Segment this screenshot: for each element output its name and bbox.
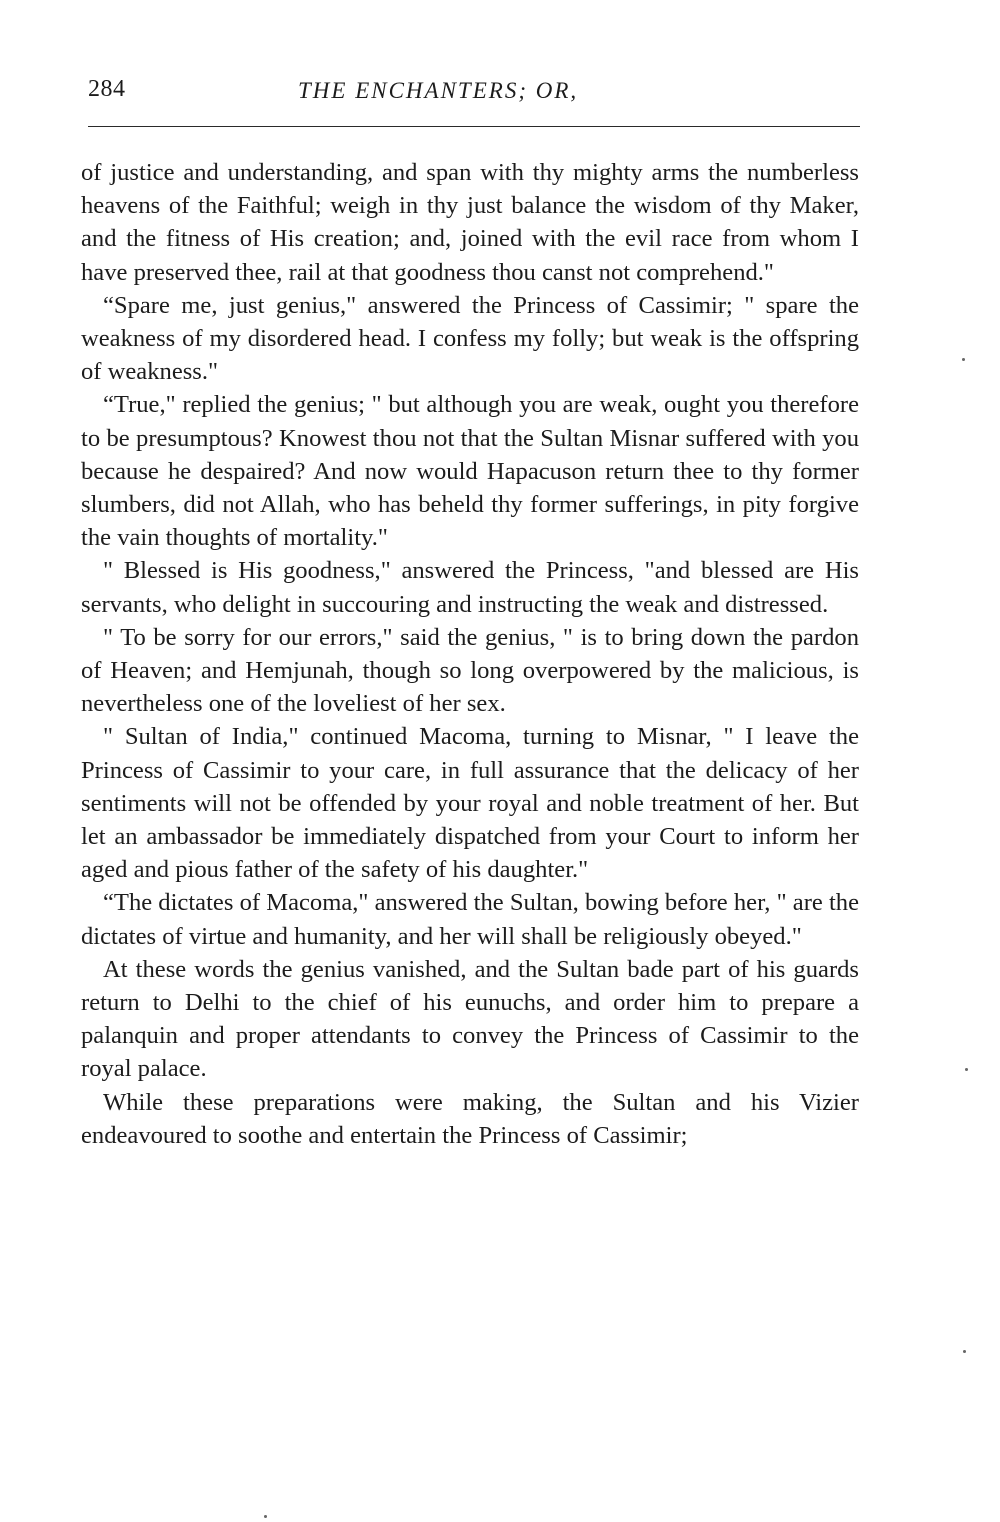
scan-speck [965, 1068, 968, 1071]
paragraph: “True," replied the genius; " but although you are weak, ought you therefore to be presumptous? Knowest thou not that the Sultan Misnar suffered with you because he despaired? And now would Hapacuson return thee to thy former slumbers, did not Allah, who has beheld thy former sufferings, in pity forgive the vain thoughts of mortality." [81, 391, 859, 552]
paragraph: " Sultan of India," continued Macoma, turning to Misnar, " I leave the Princess of Cassimir to your care, in full assurance that the delicacy of her sentiments will not be offended by your royal and noble treatment of her. But let an ambassador be immediately dispatched from your Court to inform her aged and pious father of the safety of his daughter." [81, 723, 859, 884]
running-header [88, 76, 860, 116]
paragraph: “Spare me, just genius," answered the Princess of Cassimir; " spare the weakness of my disordered head. I confess my folly; but weak is the offspring of weakness." [81, 291, 859, 386]
body-text [81, 156, 859, 1152]
paragraph: " Blessed is His goodness," answered the Princess, "and blessed are His servants, who delight in succouring and instructing the weak and distressed. [81, 557, 859, 618]
paragraph-continued: of justice and understanding, and span with thy mighty arms the numberless heavens of the Faithful; weigh in thy just balance the wisdom of thy Maker, and the fitness of His creation; and, joined with the evil race from whom I have preserved thee, rail at that goodness thou canst not comprehend." [81, 159, 859, 286]
paragraph: “The dictates of Macoma," answered the Sultan, bowing before her, " are the dictates of virtue and humanity, and her will shall be religiously obeyed." [81, 889, 859, 950]
running-title: THE ENCHANTERS; OR, [298, 78, 579, 103]
scan-speck [963, 1350, 966, 1353]
paragraph: " To be sorry for our errors," said the genius, " is to bring down the pardon of Heaven; and Hemjunah, though so long overpowered by the malicious, is nevertheless one of the loveliest of her sex. [81, 623, 859, 718]
scan-speck [264, 1515, 267, 1518]
scan-speck [962, 358, 965, 361]
paragraph: At these words the genius vanished, and the Sultan bade part of his guards return to Delhi to the chief of his eunuchs, and order him to prepare a palanquin and proper attendants to convey the Princess of Cassimir to the royal palace. [81, 955, 859, 1083]
page-number: 284 [88, 76, 126, 102]
header-rule [88, 126, 860, 127]
paragraph: While these preparations were making, the Sultan and his Vizier endeavoured to soothe and entertain the Princess of Cassimir; [81, 1088, 859, 1149]
